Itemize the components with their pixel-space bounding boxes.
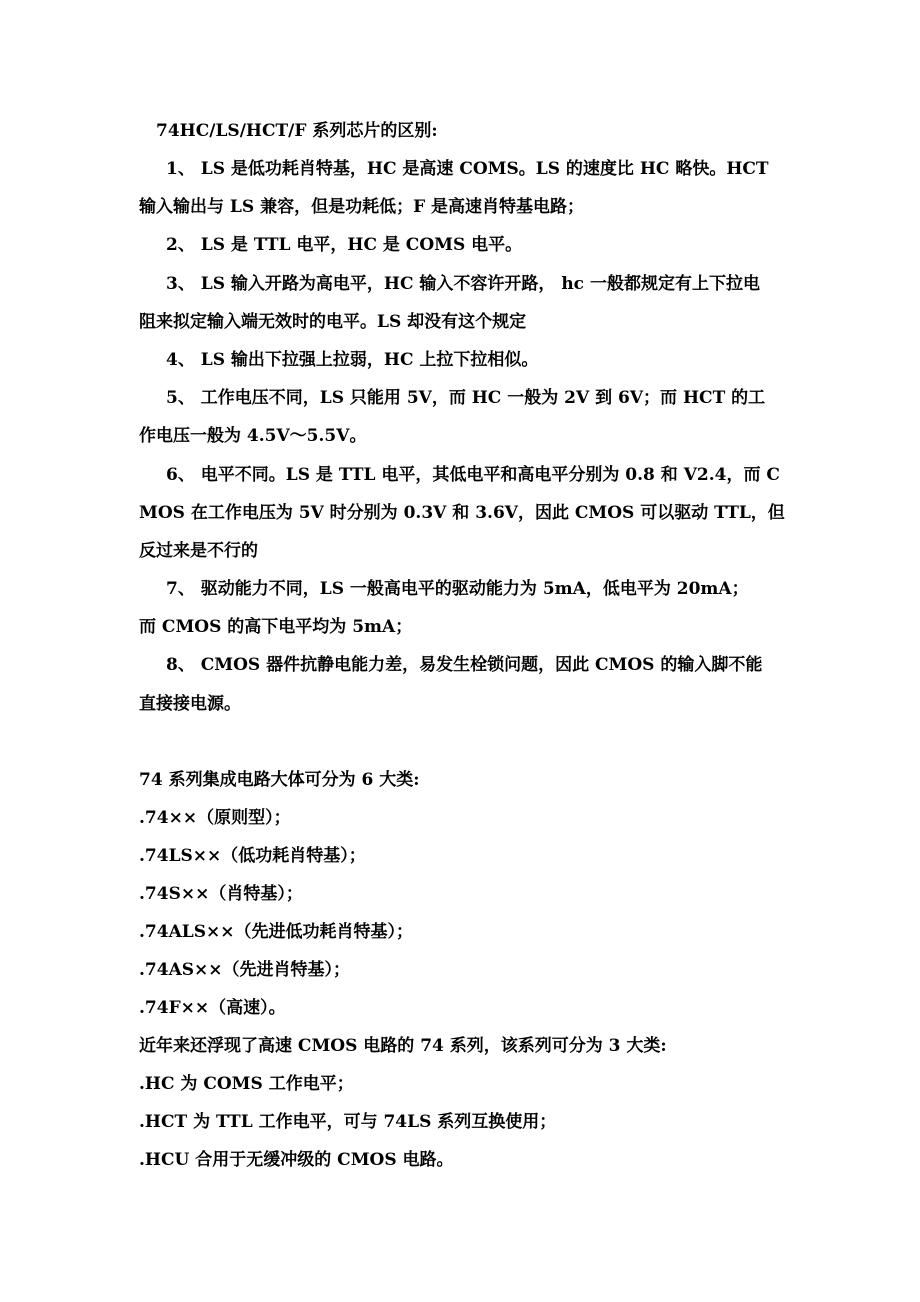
paragraph-line: 阻来拟定输入端无效时的电平。LS 却没有这个规定 — [139, 312, 527, 332]
paragraph-line: 5、 工作电压不同，LS 只能用 5V，而 HC 一般为 2V 到 6V；而 HCT 的工 — [166, 388, 766, 408]
list-item: .74××（原则型）； — [139, 808, 291, 828]
paragraph-line: 6、 电平不同。LS 是 TTL 电平，其低电平和高电平分别为 0.8 和 V2.4，而 C — [166, 465, 780, 485]
section-subheading: 近年来还浮现了高速 CMOS 电路的 74 系列，该系列可分为 3 大类: — [139, 1036, 667, 1056]
paragraph-line: MOS 在工作电压为 5V 时分别为 0.3V 和 3.6V，因此 CMOS 可以驱动 TTL，但 — [139, 503, 785, 523]
list-item: .HCU 合用于无缓冲级的 CMOS 电路。 — [139, 1150, 454, 1170]
paragraph-line: 而 CMOS 的高下电平均为 5mA； — [139, 617, 413, 637]
list-item: .HCT 为 TTL 工作电平，可与 74LS 系列互换使用； — [139, 1112, 557, 1132]
paragraph-line: 1、 LS 是低功耗肖特基，HC 是高速 COMS。LS 的速度比 HC 略快。HCT — [166, 159, 769, 179]
list-item: .74ALS××（先进低功耗肖特基）； — [139, 922, 413, 942]
list-item: .74F××（高速）。 — [139, 998, 286, 1018]
list-item: .74LS××（低功耗肖特基）； — [139, 846, 366, 866]
paragraph-line: 2、 LS 是 TTL 电平，HC 是 COMS 电平。 — [166, 235, 523, 255]
paragraph-line: 4、 LS 输出下拉强上拉弱，HC 上拉下拉相似。 — [166, 350, 539, 370]
paragraph-line: 反过来是不行的 — [139, 541, 258, 561]
paragraph-line: 3、 LS 输入开路为高电平，HC 输入不容许开路， hc 一般都规定有上下拉电 — [166, 274, 760, 294]
paragraph-line: 7、 驱动能力不同，LS 一般高电平的驱动能力为 5mA，低电平为 20mA； — [166, 579, 749, 599]
paragraph-line: 8、 CMOS 器件抗静电能力差，易发生栓锁问题，因此 CMOS 的输入脚不能 — [166, 655, 763, 675]
list-item: .74AS××（先进肖特基）； — [139, 960, 351, 980]
list-item: .HC 为 COMS 工作电平； — [139, 1074, 354, 1094]
section-title: 74HC/LS/HCT/F 系列芯片的区别: — [156, 121, 438, 141]
paragraph-line: 输入输出与 LS 兼容，但是功耗低；F 是高速肖特基电路； — [139, 197, 585, 217]
paragraph-line: 直接接电源。 — [139, 694, 241, 714]
list-item: .74S××（肖特基）； — [139, 884, 303, 904]
paragraph-line: 作电压一般为 4.5V～5.5V。 — [139, 426, 367, 446]
section-heading: 74 系列集成电路大体可分为 6 大类: — [139, 770, 420, 790]
